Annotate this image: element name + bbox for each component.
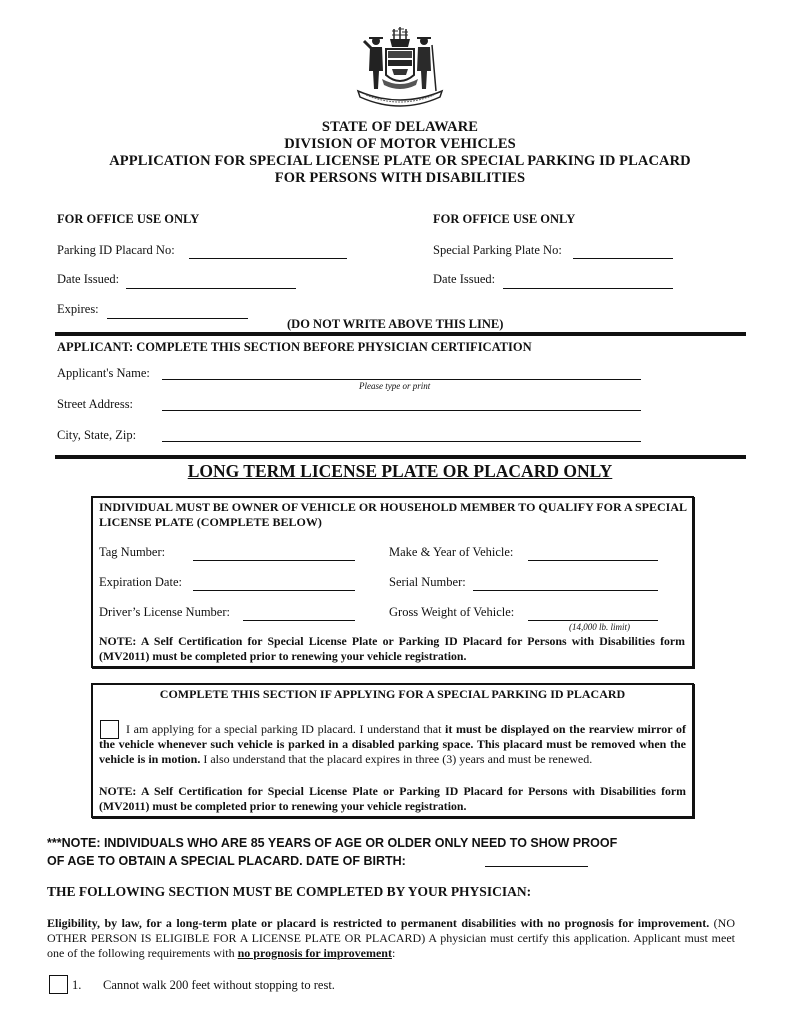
- section-divider: [55, 455, 746, 459]
- do-not-write-warning: (DO NOT WRITE ABOVE THIS LINE): [287, 317, 504, 331]
- plate-box-heading: INDIVIDUAL MUST BE OWNER OF VEHICLE OR HOUSEHOLD MEMBER TO QUALIFY FOR A SPECIAL LICENSE PLATE (COMPLETE BELOW): [99, 500, 687, 529]
- physician-section-title: THE FOLLOWING SECTION MUST BE COMPLETED BY YOUR PHYSICIAN:: [47, 884, 532, 899]
- requirement-1-text: Cannot walk 200 feet without stopping to rest.: [103, 978, 335, 992]
- placard-text-tail: I also understand that the placard expires in three (3) years and must be renewed.: [200, 752, 593, 766]
- placard-text-bold: it must be displayed on the rearview mirror of the vehicle whenever such vehicle is parked in a disabled parking space. This placard must be removed when the vehicle is in motion.: [99, 722, 686, 766]
- make-year-label: Make & Year of Vehicle:: [389, 545, 514, 559]
- eligibility-end: :: [391, 946, 396, 960]
- placard-box-note: NOTE: A Self Certification for Special License Plate or Parking ID Placard for Persons with Disabilities form (MV2011) must be completed prior to renewing your vehicle registration.: [99, 784, 686, 813]
- applicant-name-field[interactable]: [162, 379, 641, 380]
- requirement-1-checkbox[interactable]: [49, 975, 68, 994]
- plate-box-note: NOTE: A Self Certification for Special License Plate or Parking ID Placard for Persons with Disabilities form (MV2011) must be completed prior to renewing your vehicle registration.: [99, 634, 685, 663]
- right-date-issued-field[interactable]: [503, 288, 673, 289]
- tag-number-label: Tag Number:: [99, 545, 166, 559]
- eligibility-bold-text: Eligibility, by law, for a long-term plate or placard is restricted to permanent disabilities with no prognosis for improvement.: [47, 916, 710, 930]
- street-address-label: Street Address:: [57, 397, 134, 411]
- serial-number-label: Serial Number:: [389, 575, 466, 589]
- left-date-issued-field[interactable]: [126, 288, 296, 289]
- expiration-date-field[interactable]: [193, 590, 355, 591]
- date-of-birth-field[interactable]: [485, 866, 588, 867]
- tag-number-field[interactable]: [193, 560, 355, 561]
- document-header: [0, 119, 800, 187]
- drivers-license-label: Driver’s License Number:: [99, 605, 230, 619]
- office-use-right-title: FOR OFFICE USE ONLY: [433, 212, 576, 226]
- header-subtitle: FOR PERSONS WITH DISABILITIES: [274, 170, 526, 186]
- age-exemption-note: [47, 834, 617, 870]
- requirement-1-number: 1.: [72, 978, 82, 992]
- office-use-left-title: FOR OFFICE USE ONLY: [57, 212, 200, 226]
- expires-field[interactable]: [107, 318, 248, 319]
- long-term-section-title: LONG TERM LICENSE PLATE OR PLACARD ONLY: [187, 461, 613, 481]
- left-date-issued-label: Date Issued:: [57, 272, 120, 286]
- placard-box-heading: COMPLETE THIS SECTION IF APPLYING FOR A SPECIAL PARKING ID PLACARD: [159, 687, 626, 701]
- special-plate-no-field[interactable]: [573, 258, 673, 259]
- right-date-issued-label: Date Issued:: [433, 272, 496, 286]
- special-plate-no-label: Special Parking Plate No:: [433, 243, 562, 257]
- age-note-line1: ***NOTE: INDIVIDUALS WHO ARE 85 YEARS OF AGE OR OLDER ONLY NEED TO SHOW PROOF: [47, 836, 618, 850]
- state-seal: [352, 27, 448, 107]
- serial-number-field[interactable]: [473, 590, 658, 591]
- placard-acknowledgement-text: [99, 722, 686, 767]
- header-division: DIVISION OF MOTOR VEHICLES: [284, 136, 516, 152]
- delaware-state-seal-icon: [352, 27, 448, 107]
- parking-placard-no-field[interactable]: [189, 258, 347, 259]
- gross-weight-hint: (14,000 lb. limit): [569, 622, 630, 632]
- eligibility-underlined-text: no prognosis for improvement: [237, 946, 392, 960]
- age-note-line2: OF AGE TO OBTAIN A SPECIAL PLACARD. DATE OF BIRTH:: [47, 854, 406, 868]
- city-state-zip-field[interactable]: [162, 441, 641, 442]
- make-year-field[interactable]: [528, 560, 658, 561]
- applicant-name-label: Applicant's Name:: [57, 366, 150, 380]
- gross-weight-label: Gross Weight of Vehicle:: [389, 605, 515, 619]
- expiration-date-label: Expiration Date:: [99, 575, 182, 589]
- gross-weight-field[interactable]: [528, 620, 658, 621]
- eligibility-paragraph: [47, 916, 735, 961]
- section-divider: [55, 332, 746, 336]
- header-state: STATE OF DELAWARE: [321, 119, 479, 135]
- street-address-field[interactable]: [162, 410, 641, 411]
- header-application-title: APPLICATION FOR SPECIAL LICENSE PLATE OR SPECIAL PARKING ID PLACARD: [109, 153, 691, 169]
- expires-label: Expires:: [57, 302, 99, 316]
- applicant-section-title: APPLICANT: COMPLETE THIS SECTION BEFORE PHYSICIAN CERTIFICATION: [57, 340, 532, 354]
- placard-text-intro: I am applying for a special parking ID placard. I understand that: [126, 722, 446, 736]
- city-state-zip-label: City, State, Zip:: [57, 428, 137, 442]
- applicant-name-hint: Please type or print: [359, 381, 431, 391]
- drivers-license-field[interactable]: [243, 620, 355, 621]
- parking-placard-no-label: Parking ID Placard No:: [57, 243, 175, 257]
- eligibility-text: (NO OTHER PERSON IS ELIGIBLE FOR A LICENSE PLATE OR PLACARD) A physician must certify this application. Applicant must meet one of the following requirements with: [47, 916, 736, 960]
